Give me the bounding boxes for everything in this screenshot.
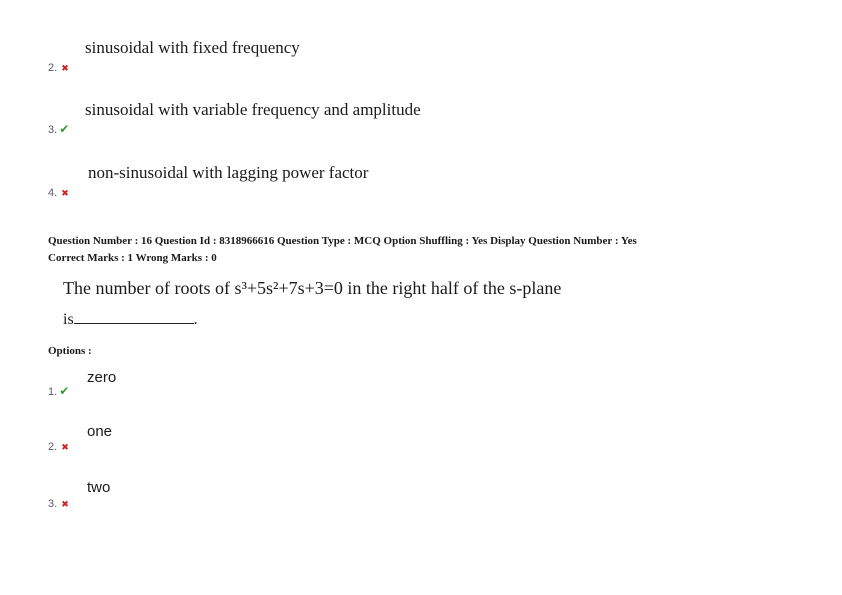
prev-option-2-text: sinusoidal with fixed frequency bbox=[85, 38, 300, 57]
question-meta-line1: Question Number : 16 Question Id : 8318966616 Question Type : MCQ Option Shuffling : Yes Display Question Number : Yes bbox=[48, 235, 637, 247]
option-1-marker bbox=[48, 382, 69, 400]
question-text-continuation bbox=[63, 309, 198, 329]
cross-icon: ✖ bbox=[61, 499, 69, 509]
option-1-number: 1. bbox=[48, 386, 58, 398]
cross-icon: ✖ bbox=[61, 188, 69, 198]
option-2-marker bbox=[48, 437, 69, 455]
question-text-suffix: . bbox=[193, 311, 198, 328]
cross-icon: ✖ bbox=[61, 442, 69, 452]
option-2-number: 2. bbox=[48, 441, 58, 453]
option-3-marker bbox=[48, 494, 69, 512]
prev-option-4-number: 4. bbox=[48, 187, 58, 199]
check-icon: ✔ bbox=[59, 384, 70, 398]
option-3-text: two bbox=[87, 479, 111, 496]
option-1-text: zero bbox=[87, 369, 117, 386]
option-2-text: one bbox=[87, 423, 113, 440]
prev-option-4-marker bbox=[48, 183, 69, 201]
question-text: The number of roots of s³+5s²+7s+3=0 in the right half of the s-plane bbox=[63, 278, 562, 298]
question-meta-line2: Correct Marks : 1 Wrong Marks : 0 bbox=[48, 252, 217, 264]
prev-option-3-marker bbox=[48, 120, 69, 138]
prev-option-3-text: sinusoidal with variable frequency and amplitude bbox=[85, 100, 421, 119]
prev-option-2-number: 2. bbox=[48, 62, 58, 74]
prev-option-3-number: 3. bbox=[48, 124, 58, 136]
prev-option-4-text: non-sinusoidal with lagging power factor bbox=[88, 163, 369, 182]
prev-option-2-marker bbox=[48, 58, 69, 76]
question-text-prefix: is bbox=[63, 311, 74, 328]
check-icon: ✔ bbox=[59, 122, 70, 136]
answer-blank bbox=[74, 309, 194, 324]
cross-icon: ✖ bbox=[61, 63, 69, 73]
options-label: Options : bbox=[48, 345, 92, 357]
option-3-number: 3. bbox=[48, 498, 58, 510]
